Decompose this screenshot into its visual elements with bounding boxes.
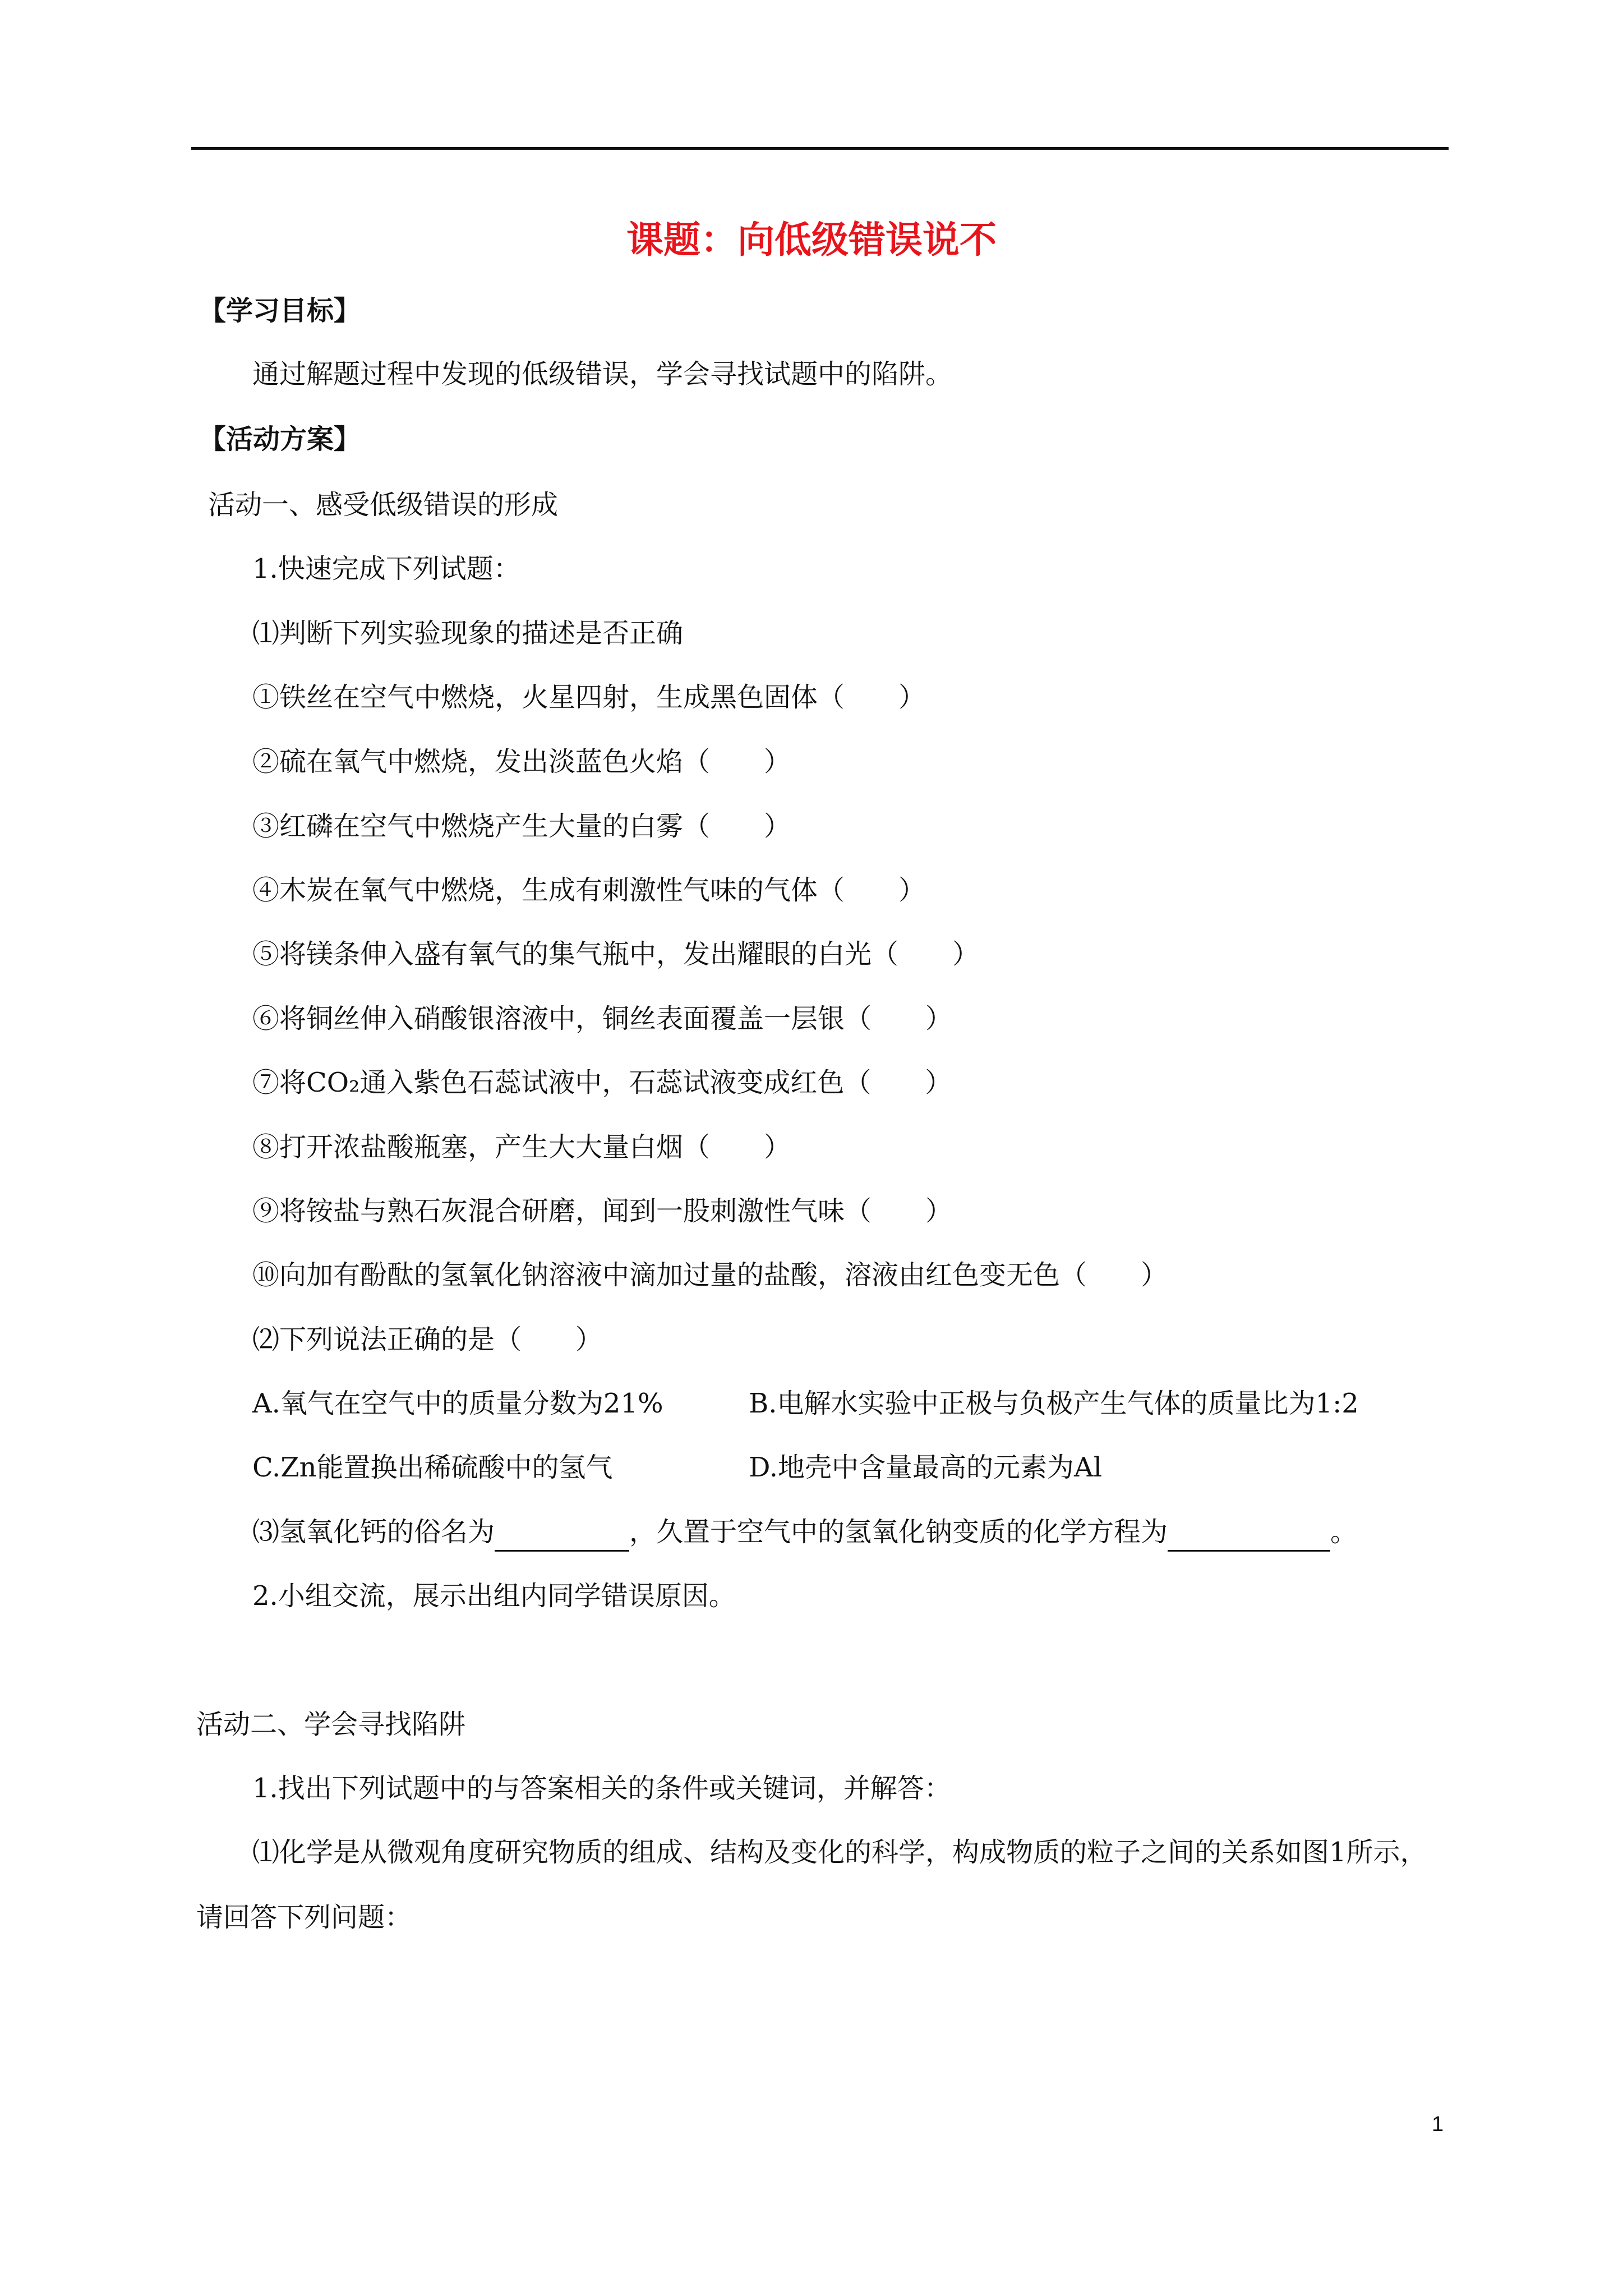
activity2-task1: 1.找出下列试题中的与答案相关的条件或关键词，并解答： [252,1773,951,1804]
goal-text: 通过解题过程中发现的低级错误，学会寻找试题中的陷阱。 [252,358,953,390]
list-item: ⑤将镁条伸入盛有氧气的集气瓶中，发出耀眼的白光（ ） [252,938,980,970]
list-item: ①铁丝在空气中燃烧，火星四射，生成黑色固体（ ） [252,682,926,713]
question3 [252,1514,1357,1552]
question3-end: 。 [1330,1516,1358,1548]
goal-heading: 【学习目标】 [199,295,361,326]
question3-part2: ，久置于空气中的氢氧化钠变质的化学方程为 [629,1516,1168,1548]
plan-heading: 【活动方案】 [199,424,361,455]
activity2-heading: 活动二、学会寻找陷阱 [196,1709,466,1740]
option-c: C.Zn能置换出稀硫酸中的氢气 [252,1452,613,1483]
option-b: B.电解水实验中正极与负极产生气体的质量比为1:2 [749,1388,1359,1419]
activity1-task2: 2.小组交流，展示出组内同学错误原因。 [252,1580,736,1612]
list-item: ⑥将铜丝伸入硝酸银溶液中，铜丝表面覆盖一层银（ ） [252,1003,953,1034]
list-item: ③红磷在空气中燃烧产生大量的白雾（ ） [252,811,791,842]
activity2-question1: ⑴化学是从微观角度研究物质的组成、结构及变化的科学，构成物质的粒子之间的关系如图1所示，请回答下列问题： [196,1837,1427,1933]
activity1-task1: 1.快速完成下列试题： [252,553,520,585]
answer-blank-2 [1168,1514,1330,1552]
question2-stem: ⑵下列说法正确的是（ ） [252,1324,603,1355]
answer-blank-1 [495,1514,629,1552]
list-item: ②硫在氧气中燃烧，发出淡蓝色火焰（ ） [252,746,791,777]
question3-part1: ⑶氢氧化钙的俗名为 [252,1516,495,1548]
list-item: ⑧打开浓盐酸瓶塞，产生大大量白烟（ ） [252,1131,791,1163]
list-item: ⑩向加有酚酞的氢氧化钠溶液中滴加过量的盐酸，溶液由红色变无色（ ） [252,1259,1168,1291]
option-d: D.地壳中含量最高的元素为Al [749,1452,1103,1483]
list-item: ⑦将CO₂通入紫色石蕊试液中，石蕊试液变成红色（ ） [252,1067,952,1098]
page-title: 课题：向低级错误说不 [626,218,997,261]
page-number: 1 [1432,2113,1444,2136]
option-a: A.氧气在空气中的质量分数为21% [252,1388,663,1419]
list-item: ⑨将铵盐与熟石灰混合研磨，闻到一股刺激性气味（ ） [252,1195,953,1227]
header-rule [191,147,1449,150]
question1-stem: ⑴判断下列实验现象的描述是否正确 [252,618,684,649]
activity1-heading: 活动一、感受低级错误的形成 [208,489,559,521]
list-item: ④木炭在氧气中燃烧，生成有刺激性气味的气体（ ） [252,875,926,906]
